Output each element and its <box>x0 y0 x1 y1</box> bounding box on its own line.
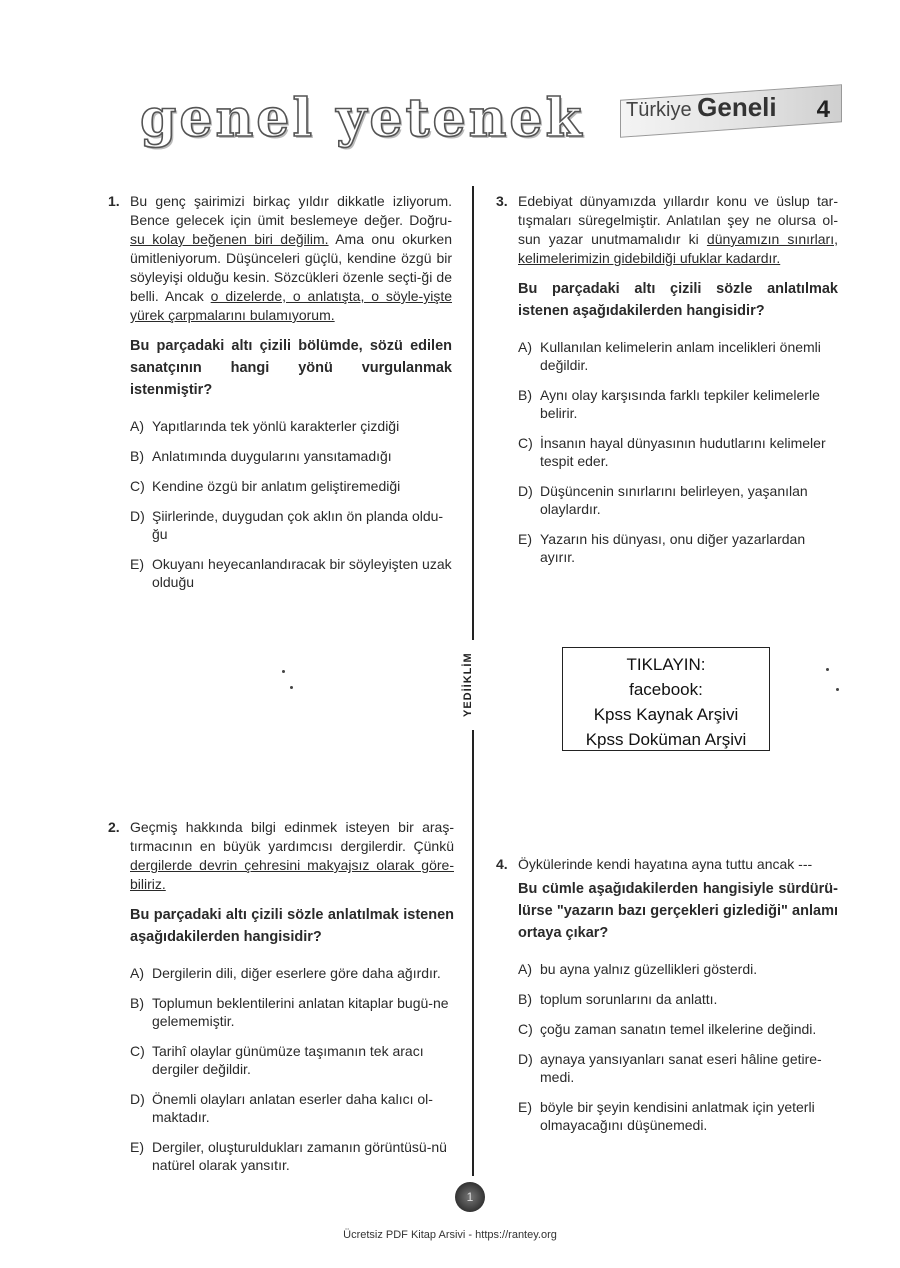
option-letter: A) <box>518 961 532 977</box>
badge-label <box>626 92 777 123</box>
option-c[interactable] <box>130 1042 454 1078</box>
text-part: Ama onu okurken ümitleniyorum. Düşünceleri güçlü, kendine özgü bir söyleyişi olduğu kesin. Sözcükleri özenle seçti-ği de belli. Ancak <box>130 231 452 304</box>
option-b[interactable] <box>130 447 452 465</box>
option-d[interactable] <box>130 507 452 543</box>
promo-line: facebook: <box>629 680 703 699</box>
text-part: Bu genç şairimizi birkaç yıldır dikkatle izliyorum. Bence gelecek için ümit beslemeye değer. Doğru- <box>130 193 452 228</box>
question-prompt: Bu cümle aşağıdakilerden hangisiyle sürdürü-lürse "yazarın bazı gerçekleri gizlediği" anlamı ortaya çıkar? <box>518 881 838 941</box>
question-1 <box>108 192 452 603</box>
option-b[interactable] <box>518 990 838 1008</box>
question-prompt: Bu parçadaki altı çizili bölümde, sözü edilen sanatçının hangi yönü vurgulanmak istenmiştir? <box>130 338 452 398</box>
question-prompt: Bu parçadaki altı çizili sözle anlatılmak istenen aşağıdakilerden hangisidir? <box>130 907 454 945</box>
scan-speck <box>836 688 839 691</box>
text-part: Edebiyat dünyamızda yıllardır konu ve üslup tar-tışmaları süregelmiştir. Anlatılan şey ne olursa ol-sun yazar unutmamalıdır ki <box>518 193 838 247</box>
badge-prefix: Türkiye <box>626 99 692 121</box>
option-letter: C) <box>518 1021 533 1037</box>
option-letter: E) <box>130 1139 144 1155</box>
question-4 <box>496 855 838 1146</box>
option-letter: B) <box>130 995 144 1011</box>
option-e[interactable] <box>130 555 452 591</box>
option-text: Toplumun beklentilerini anlatan kitaplar bugü-ne gelememiştir. <box>152 995 449 1029</box>
option-d[interactable] <box>130 1090 454 1126</box>
option-text: Önemli olayları anlatan eserler daha kalıcı ol-maktadır. <box>152 1091 433 1125</box>
option-letter: A) <box>130 965 144 981</box>
scan-speck <box>826 668 829 671</box>
option-text: toplum sorunlarını da anlattı. <box>540 991 718 1007</box>
answer-options <box>130 417 452 591</box>
promo-line: Kpss Kaynak Arşivi <box>593 705 739 724</box>
option-letter: E) <box>130 556 144 572</box>
option-letter: E) <box>518 531 532 547</box>
option-letter: A) <box>518 339 532 355</box>
underlined-text: dergilerde devrin çehresini makyajsız olarak göre-biliriz. <box>130 857 454 892</box>
option-d[interactable] <box>518 1050 838 1086</box>
question-text: Öykülerinde kendi hayatına ayna tuttu ancak --- <box>518 856 813 872</box>
question-number: 2. <box>108 819 120 835</box>
question-text <box>130 192 452 325</box>
option-a[interactable] <box>130 417 452 435</box>
text-part: Geçmiş hakkında bilgi edinmek isteyen bir araş-tırmacının en büyük yardımcısı dergilerdir. Çünkü <box>130 819 454 854</box>
option-text: Yazarın his dünyası, onu diğer yazarlardan ayırır. <box>540 531 806 565</box>
option-a[interactable] <box>518 960 838 978</box>
option-letter: D) <box>518 1051 533 1067</box>
option-text: Aynı olay karşısında farklı tepkiler kelimelerle belirir. <box>540 387 820 421</box>
option-text: böyle bir şeyin kendisini anlatmak için yeterli olmayacağını düşünemedi. <box>540 1099 815 1133</box>
option-b[interactable] <box>518 386 838 422</box>
page-number: 1 <box>455 1182 485 1212</box>
option-letter: C) <box>130 1043 145 1059</box>
exam-badge <box>620 82 840 132</box>
option-letter: B) <box>130 448 144 464</box>
option-c[interactable] <box>518 1020 838 1038</box>
option-c[interactable] <box>518 434 838 470</box>
option-letter: A) <box>130 418 144 434</box>
underlined-text: su kolay beğenen biri değilim. <box>130 231 329 247</box>
promo-line: TIKLAYIN: <box>626 655 706 674</box>
option-e[interactable] <box>518 1098 838 1134</box>
option-text: çoğu zaman sanatın temel ilkelerine değindi. <box>540 1021 817 1037</box>
option-e[interactable] <box>518 530 838 566</box>
question-number: 4. <box>496 856 508 872</box>
option-text: Dergiler, oluşturuldukları zamanın görüntüsü-nü natürel olarak yansıtır. <box>152 1139 447 1173</box>
footer-text[interactable]: Ücretsiz PDF Kitap Arsivi - https://rantey.org <box>343 1229 557 1241</box>
option-text: Kullanılan kelimelerin anlam incelikleri önemli değildir. <box>540 339 821 373</box>
option-letter: B) <box>518 387 532 403</box>
option-text: Tarihî olaylar günümüze taşımanın tek aracı dergiler değildir. <box>152 1043 424 1077</box>
option-a[interactable] <box>130 964 454 982</box>
option-text: Anlatımında duygularını yansıtamadığı <box>152 448 392 464</box>
option-letter: C) <box>130 478 145 494</box>
option-text: Şiirlerinde, duygudan çok aklın ön planda oldu-ğu <box>152 508 444 542</box>
option-text: Dergilerin dili, diğer eserlere göre daha ağırdır. <box>152 965 441 981</box>
option-text: Yapıtlarında tek yönlü karakterler çizdiği <box>152 418 400 434</box>
option-a[interactable] <box>518 338 838 374</box>
option-letter: D) <box>130 508 145 524</box>
underlined-text: dünyamızın sınırları, kelimelerimizin gidebildiği ufuklar kadardır. <box>518 231 838 266</box>
question-text <box>518 192 838 268</box>
badge-main: Geneli <box>697 92 777 122</box>
question-3 <box>496 192 838 578</box>
answer-options <box>130 964 454 1174</box>
promo-box[interactable] <box>562 647 770 751</box>
question-number: 3. <box>496 193 508 209</box>
question-number: 1. <box>108 193 120 209</box>
badge-number: 4 <box>816 96 830 123</box>
question-2 <box>108 818 454 1186</box>
option-text: Okuyanı heyecanlandıracak bir söyleyişten uzak olduğu <box>152 556 452 590</box>
question-text <box>130 818 454 894</box>
option-text: Kendine özgü bir anlatım geliştiremediği <box>152 478 401 494</box>
option-text: aynaya yansıyanları sanat eseri hâline getire-medi. <box>540 1051 822 1085</box>
promo-line: Kpss Doküman Arşivi <box>585 730 747 749</box>
option-text: bu ayna yalnız güzellikleri gösterdi. <box>540 961 758 977</box>
option-text: İnsanın hayal dünyasının hudutlarını kelimeler tespit eder. <box>540 435 826 469</box>
option-letter: D) <box>130 1091 145 1107</box>
option-letter: C) <box>518 435 533 451</box>
scan-speck <box>290 686 293 689</box>
option-letter: B) <box>518 991 532 1007</box>
option-text: Düşüncenin sınırlarını belirleyen, yaşanılan olaylardır. <box>540 483 808 517</box>
page-title: genel yetenek <box>140 88 585 149</box>
option-b[interactable] <box>130 994 454 1030</box>
option-e[interactable] <box>130 1138 454 1174</box>
question-prompt: Bu parçadaki altı çizili sözle anlatılmak istenen aşağıdakilerden hangisidir? <box>518 281 838 319</box>
option-letter: D) <box>518 483 533 499</box>
answer-options <box>518 338 838 566</box>
option-d[interactable] <box>518 482 838 518</box>
publisher-label: YEDİİKLİM <box>462 640 482 730</box>
scan-speck <box>282 670 285 673</box>
answer-options <box>518 960 838 1134</box>
option-letter: E) <box>518 1099 532 1115</box>
underlined-text: o dizelerde, o anlatışta, o söyle-yişte yürek çarpmalarını bulamıyorum. <box>130 288 452 323</box>
option-c[interactable] <box>130 477 452 495</box>
